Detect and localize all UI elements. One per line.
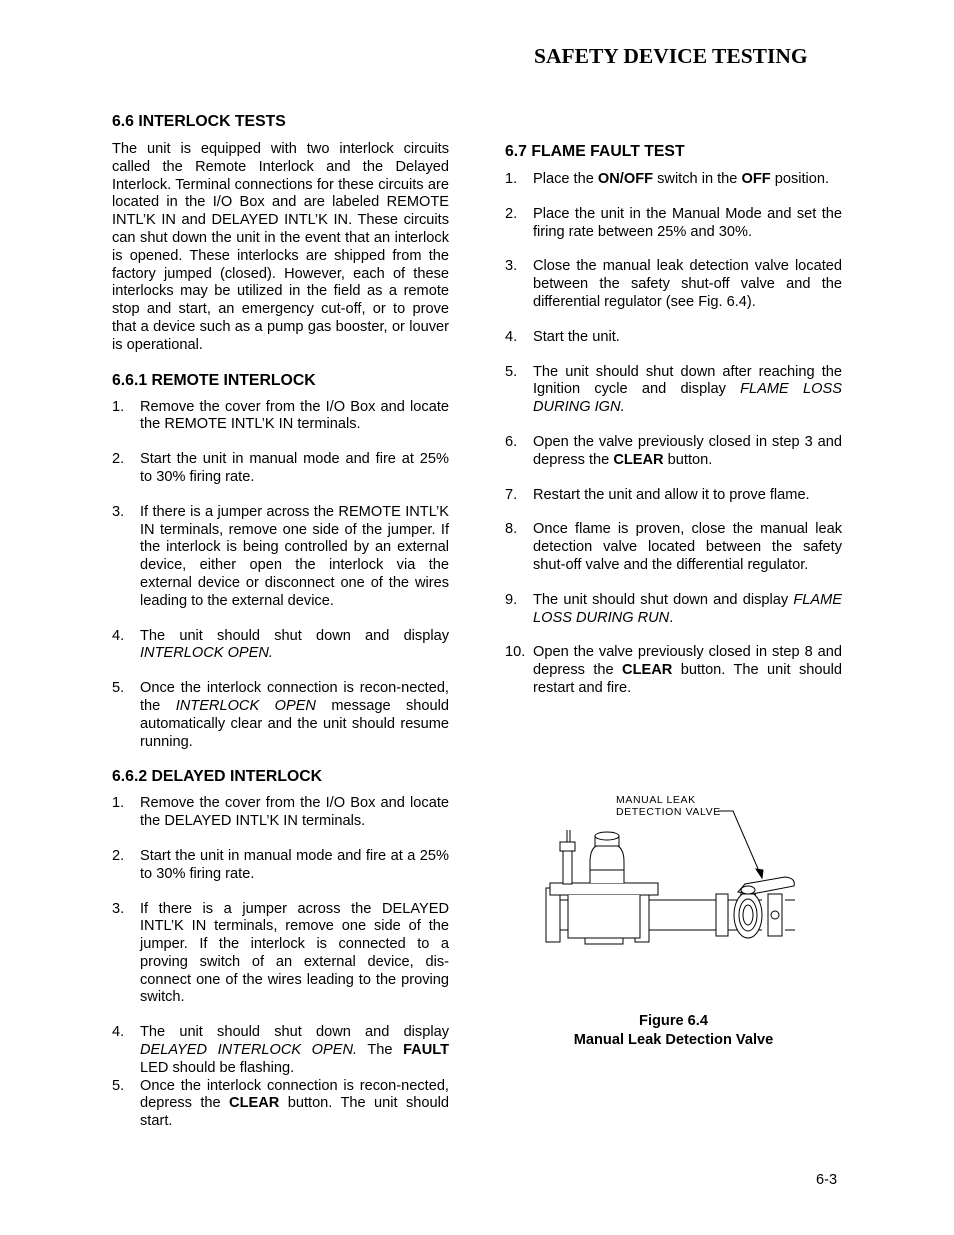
step-text: The unit should shut down and display (140, 1024, 449, 1041)
figure-caption-title: Figure 6.4 (639, 1013, 708, 1029)
button-name: CLEAR (229, 1095, 280, 1112)
list-item (112, 901, 449, 1008)
list-item (505, 329, 842, 347)
right-column (505, 142, 842, 698)
button-name: CLEAR (613, 451, 664, 468)
button-name: CLEAR (622, 662, 673, 679)
list-item (112, 504, 449, 611)
page-header: SAFETY DEVICE TESTING (534, 44, 808, 68)
step-number: 1. (505, 171, 518, 187)
step-number: 3. (112, 900, 125, 917)
list-item (112, 1024, 449, 1077)
interlock-tests-paragraph: The unit is equipped with two interlock circuits called the Remote Interlock and the Delayed Interlock. Terminal connections for these circuits are located in the I/O Box and are labeled REMOTE INTL’K IN and DELAYED INTL’K IN. These circuits can shut down the unit in the event that an interlock is opened. These interlocks are shipped from the factory jumped (closed). However, each of these interlocks may be utilized in the field as a remote stop and start, an emergency cut-off, or to prove that a device such as a pump gas booster, or louver is operational. (112, 141, 449, 353)
step-number: 1. (112, 398, 125, 415)
remote-interlock-steps (112, 399, 449, 752)
step-number: 10. (505, 644, 526, 661)
list-item (112, 451, 449, 487)
step-number: 7. (505, 486, 518, 503)
step-text: Place the (533, 171, 598, 187)
step-number: 5. (112, 680, 125, 697)
step-number: 2. (112, 451, 125, 468)
step-text: Close the manual leak detection valve located between the safety shut-off valve and the differential regulator (see Fig. 6.4). (533, 258, 842, 310)
step-text: The unit should shut down after reaching the Ignition cycle and display (533, 363, 842, 398)
flame-fault-steps (505, 171, 842, 698)
step-number: 3. (505, 258, 518, 275)
step-text: Start the unit in manual mode and fire at 25% to 30% firing rate. (140, 451, 449, 485)
display-message: INTERLOCK OPEN. (140, 645, 273, 662)
step-text: button. The unit should restart and fire. (533, 662, 842, 696)
list-item (505, 364, 842, 417)
switch-position: OFF (741, 171, 771, 187)
left-column (112, 112, 449, 1131)
step-text: The unit should shut down and display (140, 627, 449, 644)
list-item (505, 206, 842, 242)
display-message: FLAME LOSS DURING RUN (533, 591, 842, 626)
figure-caption-text: Manual Leak Detection Valve (573, 1032, 774, 1048)
step-number: 2. (112, 847, 125, 864)
display-message: DELAYED INTERLOCK OPEN. (140, 1042, 358, 1059)
step-number: 8. (505, 521, 518, 538)
step-text: Remove the cover from the I/O Box and locate the REMOTE INTL’K IN terminals. (140, 398, 449, 433)
list-item (505, 487, 842, 505)
step-number: 6. (505, 433, 518, 450)
leak-detection-valve-drawing (540, 790, 810, 950)
step-text: Restart the unit and allow it to prove flame. (533, 486, 810, 503)
display-message: FLAME LOSS DURING IGN. (533, 381, 842, 416)
step-text: If there is a jumper across the DELAYED INTL’K IN terminals, remove one side of the jumper. If the interlock is connected to a proving switch of an external device, dis-connect one of the wires leading to the proving switch. (140, 900, 449, 1006)
list-item (112, 795, 449, 831)
step-text: Once the interlock connection is recon-nected, the (140, 680, 449, 714)
step-text: Open the valve previously closed in step 8 and depress the (533, 644, 842, 679)
step-number: 4. (505, 328, 518, 345)
list-item (505, 258, 842, 311)
step-text: LED should be flashing. (140, 1059, 295, 1076)
step-text: position. (770, 171, 830, 187)
step-text: Open the valve previously closed in step 3 and depress the (533, 433, 842, 468)
step-text: Place the unit in the Manual Mode and set the firing rate between 25% and 30%. (533, 205, 842, 240)
list-item (505, 171, 842, 189)
step-text: switch in the (653, 171, 742, 187)
step-text: The (357, 1042, 404, 1059)
section-heading-flame-fault-test: 6.7 FLAME FAULT TEST (505, 143, 685, 160)
step-text: button. (663, 451, 713, 468)
step-text: Start the unit in manual mode and fire at a 25% to 30% firing rate. (140, 847, 449, 882)
list-item (505, 592, 842, 628)
step-text: button. The unit should start. (140, 1095, 449, 1130)
section-heading-delayed-interlock: 6.6.2 DELAYED INTERLOCK (112, 768, 323, 786)
step-text: . (669, 609, 674, 626)
step-text: Remove the cover from the I/O Box and locate the DELAYED INTL’K IN terminals. (140, 795, 449, 830)
step-number: 2. (505, 205, 518, 222)
list-item (505, 521, 842, 574)
step-number: 5. (505, 363, 518, 380)
list-item (112, 628, 449, 664)
step-number: 5. (112, 1077, 125, 1094)
led-name: FAULT (403, 1042, 449, 1059)
step-number: 1. (112, 795, 125, 812)
page-number: 6-3 (816, 1172, 838, 1188)
step-text: Start the unit. (533, 328, 620, 345)
figure-label-line2: DETECTION VALVE (616, 806, 721, 818)
step-number: 3. (112, 503, 125, 520)
step-text: message should automatically clear and the unit should resume running. (140, 697, 449, 750)
step-text: Once flame is proven, close the manual leak detection valve located between the safety shut-off valve and the differential regulator. (533, 521, 842, 573)
section-heading-interlock-tests: 6.6 INTERLOCK TESTS (112, 113, 286, 130)
step-number: 4. (112, 627, 125, 644)
step-text: The unit should shut down and display (533, 591, 794, 608)
list-item (112, 1078, 449, 1131)
list-item (505, 434, 842, 470)
list-item (112, 680, 449, 751)
figure-label-line1: MANUAL LEAK (616, 794, 696, 806)
display-message: INTERLOCK OPEN (175, 697, 316, 714)
list-item (112, 399, 449, 435)
list-item (505, 644, 842, 697)
step-text: If there is a jumper across the REMOTE INTL’K IN terminals, remove one side of the jumper. If the interlock is being controlled by an external device, either open the interlock via the external device or disconnect one of the wires leading to the external device. (140, 503, 449, 609)
list-item (112, 848, 449, 884)
step-text: Once the interlock connection is recon-nected, depress the (140, 1077, 449, 1112)
switch-name: ON/OFF (597, 171, 654, 187)
step-number: 4. (112, 1024, 125, 1041)
section-heading-remote-interlock: 6.6.1 REMOTE INTERLOCK (112, 371, 316, 389)
step-number: 9. (505, 591, 518, 608)
delayed-interlock-steps (112, 795, 449, 1131)
